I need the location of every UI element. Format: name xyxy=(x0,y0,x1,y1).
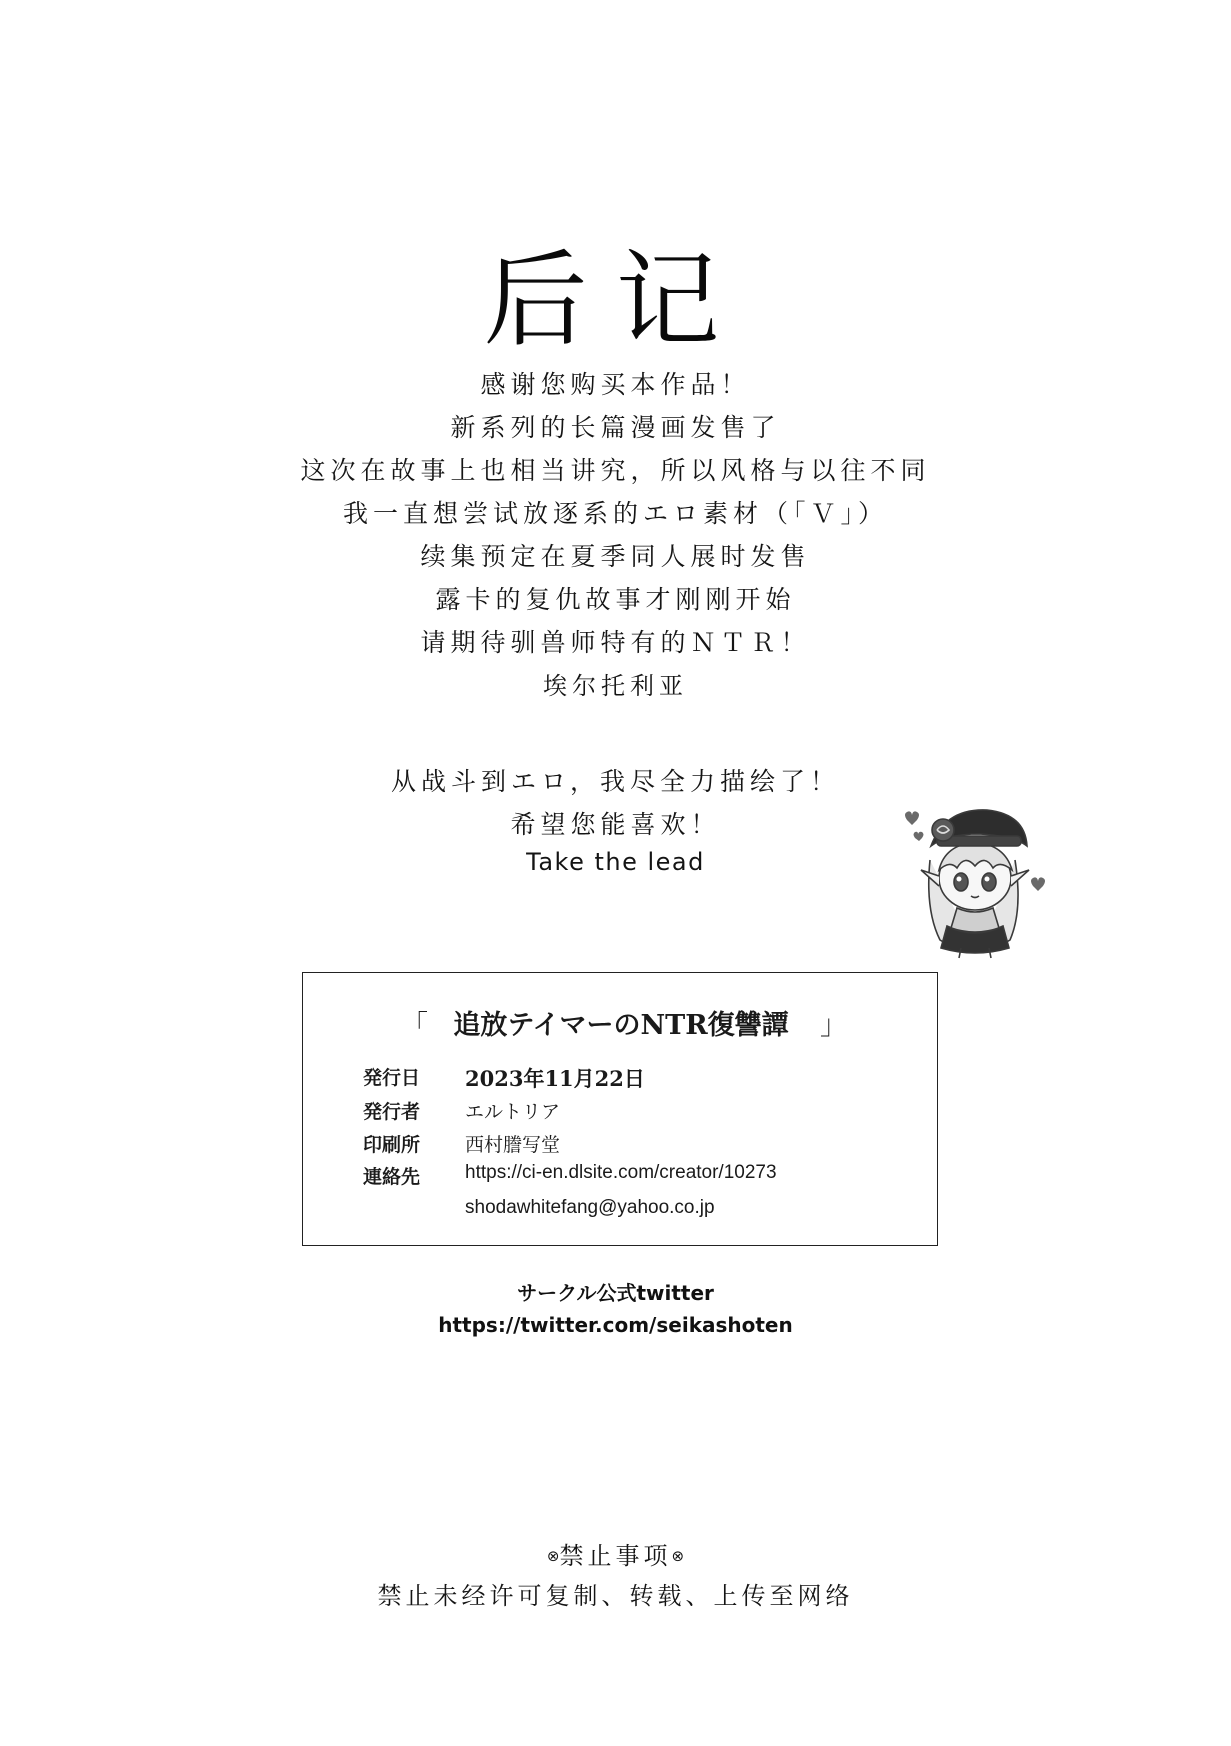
notice-heading-text: 禁止事项 xyxy=(559,1542,672,1570)
info-row-printer xyxy=(303,1130,939,1160)
message-line: 请期待驯兽师特有的ＮＴＲ！ xyxy=(420,628,811,657)
info-label: 印刷所 xyxy=(363,1134,421,1156)
notice-heading xyxy=(0,1536,1231,1571)
bracket-open: 「 xyxy=(401,1010,428,1041)
info-row-email xyxy=(303,1197,939,1227)
message-line: 续集预定在夏季同人展时发售 xyxy=(420,542,811,571)
message-line: 从战斗到エロ，我尽全力描绘了！ xyxy=(390,767,840,796)
author-name: Take the lead xyxy=(526,848,705,876)
info-row-contact xyxy=(303,1162,939,1192)
colophon-box xyxy=(302,972,938,1246)
message-line: 希望您能喜欢！ xyxy=(510,810,721,839)
notice-text: 禁止未经许可复制、转载、上传至网络 xyxy=(377,1582,854,1610)
work-title: 追放テイマーのNTR復讐譚 xyxy=(453,1010,789,1041)
info-label: 発行日 xyxy=(363,1067,421,1089)
contact-url-link[interactable]: https://ci-en.dlsite.com/creator/10273 xyxy=(465,1162,777,1183)
prohibit-icon: ⊗ xyxy=(671,1547,685,1565)
work-title-line xyxy=(303,1003,939,1042)
message-line: 感谢您购买本作品！ xyxy=(480,370,751,399)
info-row-date xyxy=(303,1063,939,1093)
contact-email-link[interactable]: shodawhitefang@yahoo.co.jp xyxy=(465,1197,715,1218)
info-value: 西村謄写堂 xyxy=(465,1135,561,1156)
message-line: 露卡的复仇故事才刚刚开始 xyxy=(435,585,796,614)
bracket-close: 」 xyxy=(820,1010,847,1041)
page-title: 后记 xyxy=(483,239,748,361)
info-label: 連絡先 xyxy=(363,1166,421,1188)
chibi-girl-illustration xyxy=(895,790,1055,960)
circle-twitter-label: サークル公式twitter xyxy=(517,1281,714,1305)
info-value: エルトリア xyxy=(465,1102,561,1123)
info-row-publisher xyxy=(303,1097,939,1127)
circle-twitter-url[interactable]: https://twitter.com/seikashoten xyxy=(438,1313,793,1337)
message-line: 我一直想尝试放逐系的エロ素材（「Ｖ」） xyxy=(342,499,888,528)
message-line: 这次在故事上也相当讲究，所以风格与以往不同 xyxy=(300,456,931,485)
prohibit-icon: ⊗ xyxy=(546,1547,560,1565)
message-line: 新系列的长篇漫画发售了 xyxy=(450,413,781,442)
author-name: 埃尔托利亚 xyxy=(543,672,688,700)
info-label: 発行者 xyxy=(363,1101,421,1123)
info-value: 2023年11月22日 xyxy=(465,1066,645,1091)
